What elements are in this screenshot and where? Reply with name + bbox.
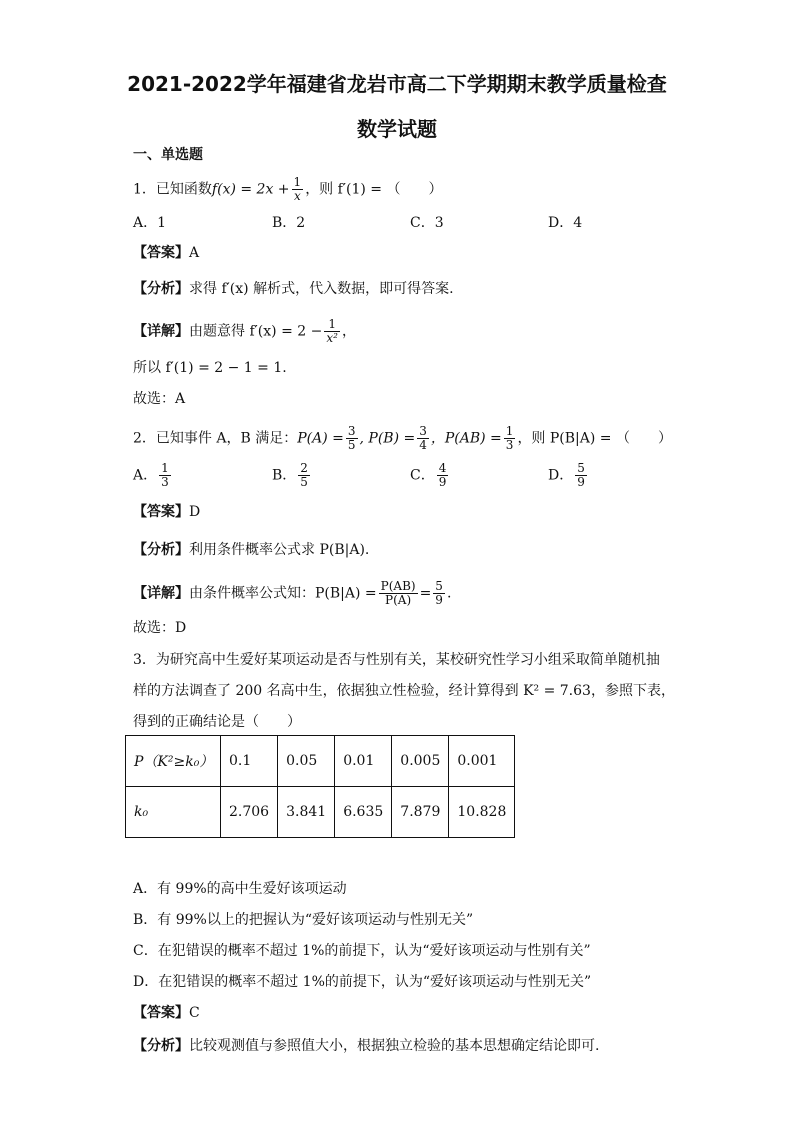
q2-option-c-num: 4 (438, 461, 447, 475)
q1-detail-tag: 【详解】 (133, 323, 189, 340)
q3-option-a: A．有 99%的高中生爱好该项运动 (133, 881, 347, 897)
q3-analysis (133, 1036, 599, 1056)
q3-answer-tag: 【答案】 (133, 1005, 189, 1021)
q2-detail-suffix: . (446, 585, 452, 602)
q1-frac-num: 1 (293, 175, 302, 189)
q1-frac-den: x (293, 189, 301, 203)
q2-p-ab: ，P(AB) = (430, 430, 502, 447)
q2-option-d-num: 5 (577, 461, 585, 475)
q2-detail-frac2-num: 5 (435, 579, 443, 593)
q2-option-b-num: 2 (300, 461, 308, 475)
table-cell: 6.635 (335, 787, 392, 838)
q1-detail-fraction (324, 318, 340, 345)
q2-stem-suffix: ，则 P(B|A) = （ ） (517, 430, 672, 447)
q1-option-b: B．2 (272, 215, 306, 231)
q2-option-a (133, 462, 173, 489)
q1-choose: 故选：A (133, 391, 186, 407)
q2-answer-value: D (189, 504, 201, 520)
q2-option-c-den: 9 (438, 475, 447, 489)
q2-p-a-frac (346, 425, 358, 452)
q2-detail (133, 580, 451, 607)
q2-stem (133, 425, 672, 452)
q1-option-a: A．1 (133, 215, 167, 231)
q1-option-c: C．3 (410, 215, 444, 231)
q1-detail-frac-num: 1 (324, 318, 340, 332)
q2-p-a-num: 3 (347, 424, 356, 438)
q3-stem-line2: 样的方法调查了 200 名高中生，依据独立性检验，经计算得到 K² = 7.63，参照下表， (133, 683, 675, 699)
q1-answer-tag: 【答案】 (133, 245, 189, 261)
q3-option-d: D．在犯错误的概率不超过 1%的前提下，认为“爱好该项运动与性别无关” (133, 974, 592, 990)
q2-p-ab-frac (504, 425, 516, 452)
table-row-head-k0: k₀ (126, 787, 221, 838)
q1-stem-func: f(x) = 2x + (211, 181, 290, 198)
q3-analysis-tag: 【分析】 (133, 1038, 189, 1054)
q2-option-b-label: B． (272, 467, 297, 484)
section-heading: 一、单选题 (133, 147, 203, 163)
q2-p-ab-num: 1 (505, 424, 514, 438)
q2-detail-fraction (379, 580, 418, 607)
q2-option-a-num: 1 (161, 461, 169, 475)
q2-detail-frac-den: P(A) (385, 593, 412, 607)
q2-p-b-den: 4 (419, 438, 427, 452)
table-row-head-p: P（K²≥k₀） (126, 736, 221, 787)
q2-answer (133, 502, 200, 522)
q2-detail-prefix: 由条件概率公式知：P(B|A) = (189, 585, 377, 602)
table-cell: 7.879 (392, 787, 449, 838)
q1-detail-suffix: ， (341, 323, 356, 340)
q1-analysis-text: 求得 f′(x) 解析式，代入数据，即可得答案. (189, 281, 454, 297)
table-cell: 10.828 (449, 787, 515, 838)
q2-option-d-frac (575, 462, 587, 489)
q2-analysis (133, 540, 369, 560)
q1-detail-frac-den: x² (326, 331, 338, 345)
q1-option-d: D．4 (548, 215, 583, 231)
q2-p-b-num: 3 (419, 424, 427, 438)
q2-option-d-label: D． (548, 467, 574, 484)
q2-option-b (272, 462, 312, 489)
q2-detail-frac2-den: 9 (435, 593, 443, 607)
q2-analysis-text: 利用条件概率公式求 P(B|A). (189, 542, 370, 558)
q3-answer (133, 1003, 200, 1023)
q1-detail-prefix: 由题意得 f′(x) = 2 − (189, 323, 323, 340)
table-row (126, 787, 515, 838)
q2-option-b-den: 5 (300, 475, 308, 489)
q2-option-a-den: 3 (161, 475, 169, 489)
table-cell: 0.05 (278, 736, 335, 787)
q3-option-c: C．在犯错误的概率不超过 1%的前提下，认为“爱好该项运动与性别有关” (133, 943, 591, 959)
q3-stem-line3: 得到的正确结论是（ ） (133, 714, 301, 730)
q2-option-c-label: C． (410, 467, 435, 484)
q2-option-d-den: 9 (577, 475, 585, 489)
q3-option-b: B．有 99%以上的把握认为“爱好该项运动与性别无关” (133, 912, 474, 928)
q2-option-b-frac (298, 462, 310, 489)
q1-detail (133, 318, 356, 345)
table-cell: 0.1 (221, 736, 278, 787)
critical-value-table (125, 735, 515, 838)
q2-detail-tag: 【详解】 (133, 585, 189, 602)
table-cell: 0.001 (449, 736, 515, 787)
table-cell: 0.005 (392, 736, 449, 787)
q2-detail-eq: = (419, 585, 432, 602)
page-title: 2021-2022学年福建省龙岩市高二下学期期末教学质量检查 (127, 72, 667, 96)
q1-stem-prefix: 1．已知函数 (133, 181, 212, 198)
q2-option-c (410, 462, 450, 489)
q2-stem-prefix: 2．已知事件 A，B 满足： (133, 430, 298, 447)
q2-choose: 故选：D (133, 620, 187, 636)
q1-analysis-tag: 【分析】 (133, 281, 189, 297)
q2-analysis-tag: 【分析】 (133, 542, 189, 558)
q2-detail-fraction2 (433, 580, 445, 607)
q2-detail-frac-num: P(AB) (380, 579, 416, 593)
table-cell: 2.706 (221, 787, 278, 838)
q2-answer-tag: 【答案】 (133, 504, 189, 520)
q2-p-ab-den: 3 (505, 438, 514, 452)
table-cell: 0.01 (335, 736, 392, 787)
q2-option-d (548, 462, 589, 489)
q1-analysis (133, 279, 454, 299)
q3-answer-value: C (189, 1005, 200, 1021)
q2-option-c-frac (437, 462, 449, 489)
q2-option-a-label: A． (133, 467, 158, 484)
q1-answer-value: A (189, 245, 200, 261)
q2-p-a: P(A) = (297, 430, 344, 447)
q3-analysis-text: 比较观测值与参照值大小，根据独立检验的基本思想确定结论即可. (189, 1038, 600, 1054)
table-row (126, 736, 515, 787)
q1-answer (133, 243, 199, 263)
q2-p-b: , P(B) = (359, 430, 416, 447)
q1-detail-line2: 所以 f′(1) = 2 − 1 = 1. (133, 360, 287, 376)
table-cell: 3.841 (278, 787, 335, 838)
q2-option-a-frac (159, 462, 171, 489)
q1-stem-suffix: ，则 f′(1) = （ ） (305, 181, 443, 198)
page-subtitle: 数学试题 (357, 117, 437, 141)
q1-stem-fraction (292, 176, 304, 203)
q2-p-b-frac (417, 425, 429, 452)
q2-p-a-den: 5 (347, 438, 356, 452)
q3-stem-line1: 3．为研究高中生爱好某项运动是否与性别有关，某校研究性学习小组采取简单随机抽 (133, 652, 660, 668)
q1-stem (133, 176, 442, 203)
